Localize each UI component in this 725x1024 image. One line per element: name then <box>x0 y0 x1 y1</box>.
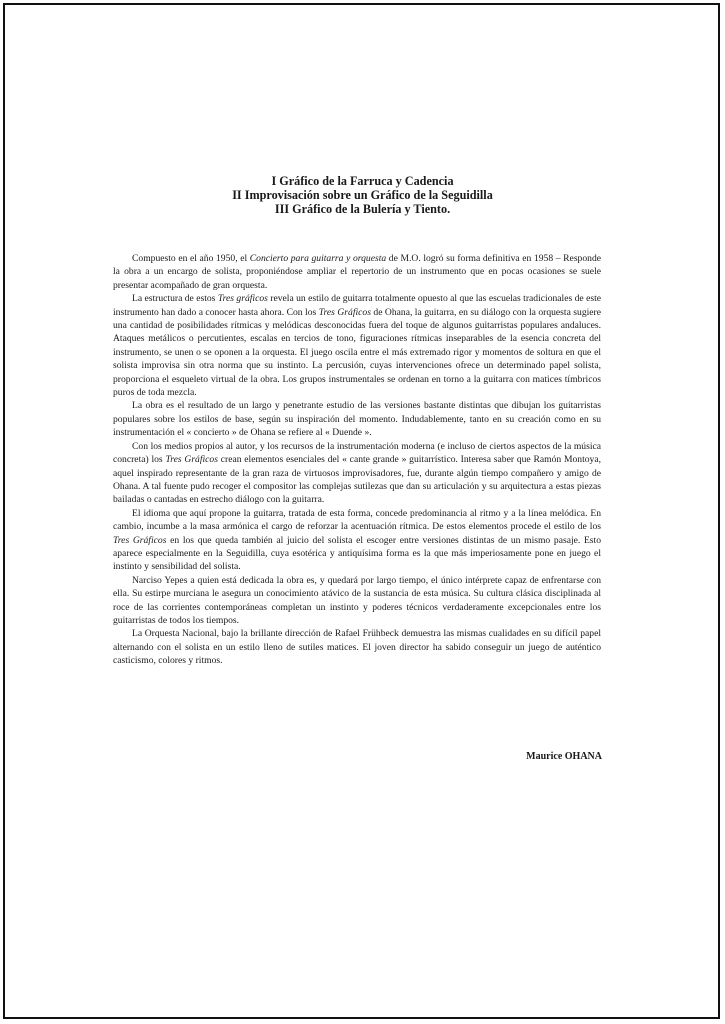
text-run: de Ohana, la guitarra, en su diálogo con la orquesta sugiere una cantidad de posibilidades rítmicas y melódicas desconocidas fuera del toque de algunos guitarristas populares andaluces. Ataques metálicos o percutientes, escalas en tercios de tono, figuraciones rítmicas inseparables de la esencia concreta del instrumento, se unen o se oponen a la orquesta. El juego oscila entre el más extremado rigor y momentos de soltura en que el solista improvisa sin otra norma que su instinto. La percusión, cuyas intervenciones ofrece un determinado papel solista, proporciona el esqueleto virtual de la obra. Los grupos instrumentales se ordenan en torno a la guitarra con matices tímbricos puros de toda mezcla. <box>113 306 601 399</box>
italic-title: Tres Gráficos <box>165 454 218 466</box>
text-run: crean elementos esenciales del « cante grande » guitarrístico. Interesa saber que Ramón Montoya, aquel inspirado representante de la gran raza de virtuosos improvisadores, fue, durante algún tiempo compañero y amigo de Ohana. A tal fuente pudo recoger el compositor las complejas sutilezas que dan su articulación y su arquitectura a estas piezas bailadas o cantadas en estrecho diálogo con la guitarra. <box>113 454 601 506</box>
text-run: Con los medios propios al autor, y los recursos de la instrumentación moderna (e incluso de ciertos aspectos de la música concreta) los <box>113 440 601 466</box>
title-line-2: II Improvisación sobre un Gráfico de la Seguidilla <box>232 188 493 202</box>
text-run: La Orquesta Nacional, bajo la brillante dirección de Rafael Frühbeck demuestra las mismas cualidades en su difícil papel alternando con el solista en un estilo lleno de sutiles matices. El joven director ha sabido conseguir un juego de auténtico casticismo, colores y ritmos. <box>113 628 601 667</box>
paragraph-5 <box>113 507 601 574</box>
paragraph-2 <box>113 292 601 399</box>
paragraph-1 <box>113 252 601 292</box>
author-signature: Maurice OHANA <box>526 751 602 762</box>
text-run: Compuesto en el año 1950, el <box>132 253 250 264</box>
text-run: Narciso Yepes a quien está dedicada la obra es, y quedará por largo tiempo, el único intérprete capaz de enfrentarse con ella. Su estirpe murciana le asegura un conocimiento atávico de la sustancia de esta música. Su cultura clásica disciplinada al roce de las corrientes contemporáneas completan un instinto y poderes técnicos verdaderamente excepcionales entre los guitarristas de todos los tiempos. <box>113 574 601 626</box>
italic-title: Tres Gráficos <box>113 534 167 546</box>
paragraph-6 <box>113 574 601 628</box>
text-run: La estructura de estos <box>132 293 218 305</box>
italic-title: Concierto para guitarra y orquesta <box>249 253 387 264</box>
program-notes-body <box>113 252 601 668</box>
text-run: revela un estilo de guitarra totalmente opuesto al que las escuelas tradicionales de este instrumento han dado a conocer hasta ahora. Con los <box>113 293 601 318</box>
text-run: La obra es el resultado de un largo y penetrante estudio de las versiones bastante distintas que dibujan los guitarristas populares sobre los estilos de base, según su inspiración del momento. Indudablemente, tanto en su creación como en su instrumentación el « concierto » de Ohana se refiere al « Duende ». <box>113 400 601 439</box>
italic-title: Tres gráficos <box>217 293 268 305</box>
title-line-3: III Gráfico de la Bulería y Tiento. <box>274 202 451 216</box>
title-line-1: I Gráfico de la Farruca y Cadencia <box>271 174 454 188</box>
paragraph-3 <box>113 399 601 439</box>
text-run: El idioma que aquí propone la guitarra, tratada de esta forma, concede predominancia al ritmo y a la línea melódica. En cambio, incumbe a la masa armónica el cargo de reforzar la acentuación rítmica. De estos elementos procede el estilo de los <box>113 507 601 533</box>
movement-titles <box>0 174 725 216</box>
paragraph-7 <box>113 627 601 667</box>
paragraph-4 <box>113 440 601 507</box>
italic-title: Tres Gráficos <box>318 306 371 318</box>
text-run: de M.O. logró su forma definitiva en 1958 – Responde la obra a un encargo de solista, proponiéndose ampliar el repertorio de un instrumento que en pocas ocasiones se suele presentar acompañado de gran orquesta. <box>113 253 601 291</box>
text-run: en los que queda también al juicio del solista el escoger entre versiones distintas de un mismo pasaje. Esto aparece especialmente en la Seguidilla, cuya esotérica y antiquísima forma es la que más imperiosamente pone en juego el instinto y sensibilidad del solista. <box>113 534 602 573</box>
